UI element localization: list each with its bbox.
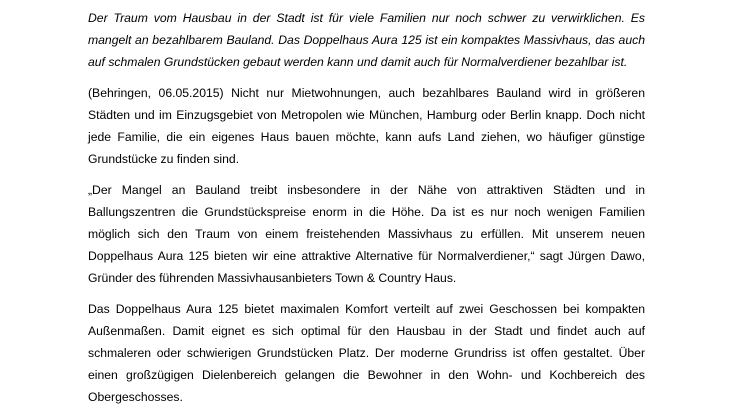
lead-paragraph: Der Traum vom Hausbau in der Stadt ist für viele Familien nur noch schwer zu verwirklichen. Es mangelt an bezahlbarem Bauland. Das Doppelhaus Aura 125 ist ein kompaktes Massivhaus, das auch auf schmalen Grundstücken gebaut werden kann und damit auch für Normalverdiener bezahlbar ist. (88, 11, 645, 69)
body-paragraph-3: Das Doppelhaus Aura 125 bietet maximalen Komfort verteilt auf zwei Geschossen bei kompakten Außenmaßen. Damit eignet es sich optimal für den Hausbau in der Stadt und findet auch auf schmaleren oder schwierigen Grundstücken Platz. Der moderne Grundriss ist offen gestaltet. Über einen großzügigen Dielenbereich gelangen die Bewohner in den Wohn- und Kochbereich des Obergeschosses. (88, 302, 645, 404)
body-paragraph-1: (Behringen, 06.05.2015) Nicht nur Mietwohnungen, auch bezahlbares Bauland wird in größeren Städten und im Einzugsgebiet von Metropolen wie München, Hamburg oder Berlin knapp. Doch nicht jede Familie, die ein eigenes Haus bauen möchte, kann aufs Land ziehen, wo häufiger günstige Grundstücke zu finden sind. (88, 86, 645, 166)
press-release-document (88, 7, 645, 417)
body-paragraph-2: „Der Mangel an Bauland treibt insbesondere in der Nähe von attraktiven Städten und in Ballungszentren die Grundstückspreise enorm in die Höhe. Da ist es nur noch wenigen Familien möglich sich den Traum von einem freistehenden Massivhaus zu erfüllen. Mit unserem neuen Doppelhaus Aura 125 bieten wir eine attraktive Alternative für Normalverdiener,“ sagt Jürgen Dawo, Gründer des führenden Massivhausanbieters Town & Country Haus. (88, 183, 645, 285)
